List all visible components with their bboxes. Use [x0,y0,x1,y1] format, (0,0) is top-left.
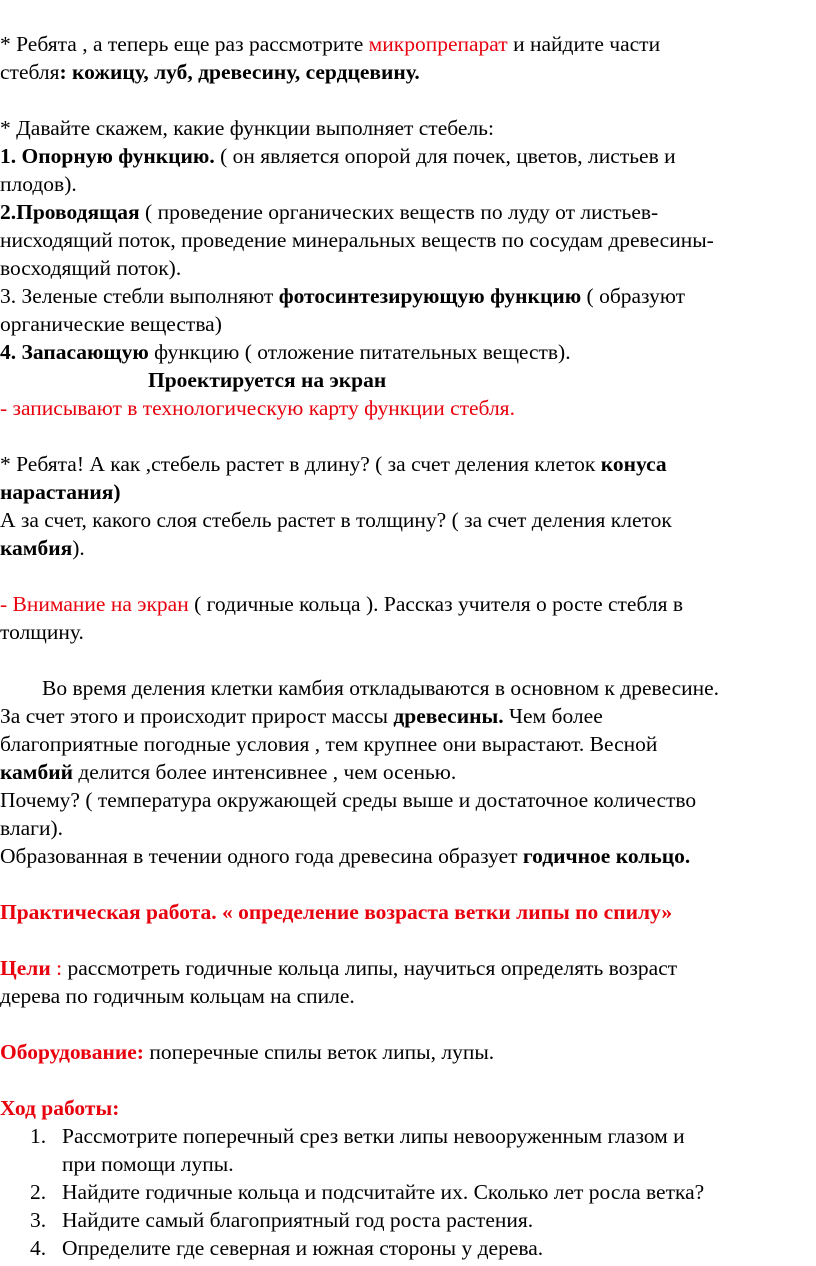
spacer [0,562,816,590]
procedure-steps [0,1122,816,1262]
practical-section [0,898,816,926]
growth-answer-bold: конуса [600,452,667,476]
spacer [0,926,816,954]
function-4-line-1 [0,338,816,366]
record-note: - записывают в технологическую карту функции стебля. [0,396,515,420]
equipment-text: поперечные спилы веток липы, лупы. [143,1040,495,1064]
function-3-line-2: органические вещества) [0,312,222,336]
spacer [0,1066,816,1094]
spacer [0,86,816,114]
functions-question: * Давайте скажем, какие функции выполняет стебель: [0,116,494,140]
thickness-answer-line [0,534,816,562]
attention-section [0,590,816,646]
step-text: Рассмотрите поперечный срез ветки липы невооруженным глазом и [62,1124,685,1148]
step-number: 4. [30,1236,47,1260]
step-number: 3. [30,1208,47,1232]
stem-parts-list: : кожицу, луб, древесину, сердцевину. [59,60,420,84]
procedure-section [0,1094,816,1262]
cambium-term: камбия [0,536,73,560]
growth-question: * Ребята! А как ,стебель растет в длину? ( за счет деления клеток [0,452,601,476]
function-3-line-1 [0,282,816,310]
cambium-term-2: камбий [0,760,73,784]
practical-title: Практическая работа. « определение возраста ветки липы по спилу» [0,900,673,924]
story-l4-rest: делится более интенсивнее , чем осенью. [72,760,457,784]
spacer [0,646,816,674]
equipment-section [0,1038,816,1066]
procedure-label: Ход работы: [0,1096,120,1120]
attention-rest: ( годичные кольца ). Рассказ учителя о росте стебля в [188,592,684,616]
step-number: 1. [30,1124,47,1148]
story-l2-rest: Чем более [503,704,603,728]
function-2-line-2: нисходящий поток, проведение минеральных веществ по сосудам древесины- [0,228,714,252]
step-text: Определите где северная и южная стороны у дерева. [62,1236,544,1260]
attention-red: - Внимание на экран [0,592,189,616]
spacer [0,422,816,450]
function-1-title: 1. Опорную функцию. [0,144,215,168]
projected-heading: Проектируется на экран [148,368,387,392]
intro-paragraph [0,30,816,86]
step-text: Найдите самый благоприятный год роста растения. [62,1208,534,1232]
story-line-3: благоприятные погодные условия , тем крупнее они вырастают. Весной [0,732,658,756]
document-page [0,30,816,1262]
equipment-label: Оборудование: [0,1040,144,1064]
growth-question-line-1 [0,450,816,478]
function-3-desc: ( образуют [581,284,686,308]
function-1-line-1 [0,142,816,170]
goals-colon: : [50,956,68,980]
goals-label: Цели [0,956,51,980]
thickness-end: ). [72,536,85,560]
function-4-desc: функцию ( отложение питательных веществ). [148,340,571,364]
spacer [0,1010,816,1038]
intro-rest: и найдите части [507,32,661,56]
step-number: 2. [30,1180,47,1204]
procedure-step [0,1234,816,1262]
why-line-2: влаги). [0,816,63,840]
procedure-step [0,1206,816,1234]
thickness-question: А за счет, какого слоя стебель растет в толщину? ( за счет деления клеток [0,508,672,532]
function-2-desc: ( проведение органических веществ по луду от листьев- [139,200,659,224]
procedure-step [0,1122,816,1178]
function-3-prefix: 3. Зеленые стебли выполняют [0,284,279,308]
intro-line-1 [0,30,816,58]
teacher-story [0,674,816,870]
goals-line-2: дерева по годичным кольцам на спиле. [0,984,355,1008]
goals-text: рассмотреть годичные кольца липы, научиться определять возраст [67,956,678,980]
equipment-line [0,1038,816,1066]
function-3-title: фотосинтезирующую функцию [278,284,582,308]
story-l2-pre: За счет этого и происходит прирост массы [0,704,394,728]
function-2-line-3: восходящий поток). [0,256,182,280]
function-2-line-1 [0,198,816,226]
function-1-line-2: плодов). [0,172,77,196]
function-4-title: 4. Запасающую [0,340,149,364]
attention-line-2: толщину. [0,620,84,644]
goals-section [0,954,816,1010]
function-2-title: 2.Проводящая [0,200,140,224]
annual-ring-line [0,842,816,870]
procedure-step [0,1178,816,1206]
story-line-2 [0,702,816,730]
why-line-1: Почему? ( температура окружающей среды выше и достаточное количество [0,788,697,812]
growth-section [0,450,816,562]
story-line-4 [0,758,816,786]
growth-answer-line-2: нарастания) [0,480,121,504]
attention-line-1 [0,590,816,618]
intro-l2-plain: стебля [0,60,60,84]
goals-line-1 [0,954,816,982]
micropreparation-term: микропрепарат [368,32,508,56]
function-1-desc: ( он является опорой для почек, цветов, листьев и [214,144,676,168]
spacer [0,870,816,898]
wood-term: древесины. [393,704,504,728]
intro-line-2 [0,58,816,86]
step-text: Найдите годичные кольца и подсчитайте их. Сколько лет росла ветка? [62,1180,705,1204]
intro-prefix: * Ребята , а теперь еще раз рассмотрите [0,32,369,56]
story-line-1: Во время деления клетки камбия откладываются в основном к древесине. [42,676,720,700]
step-text-cont: при помощи лупы. [62,1152,234,1176]
ring-pre: Образованная в течении одного года древесина образует [0,844,523,868]
functions-section [0,114,816,422]
annual-ring-term: годичное кольцо. [522,844,691,868]
